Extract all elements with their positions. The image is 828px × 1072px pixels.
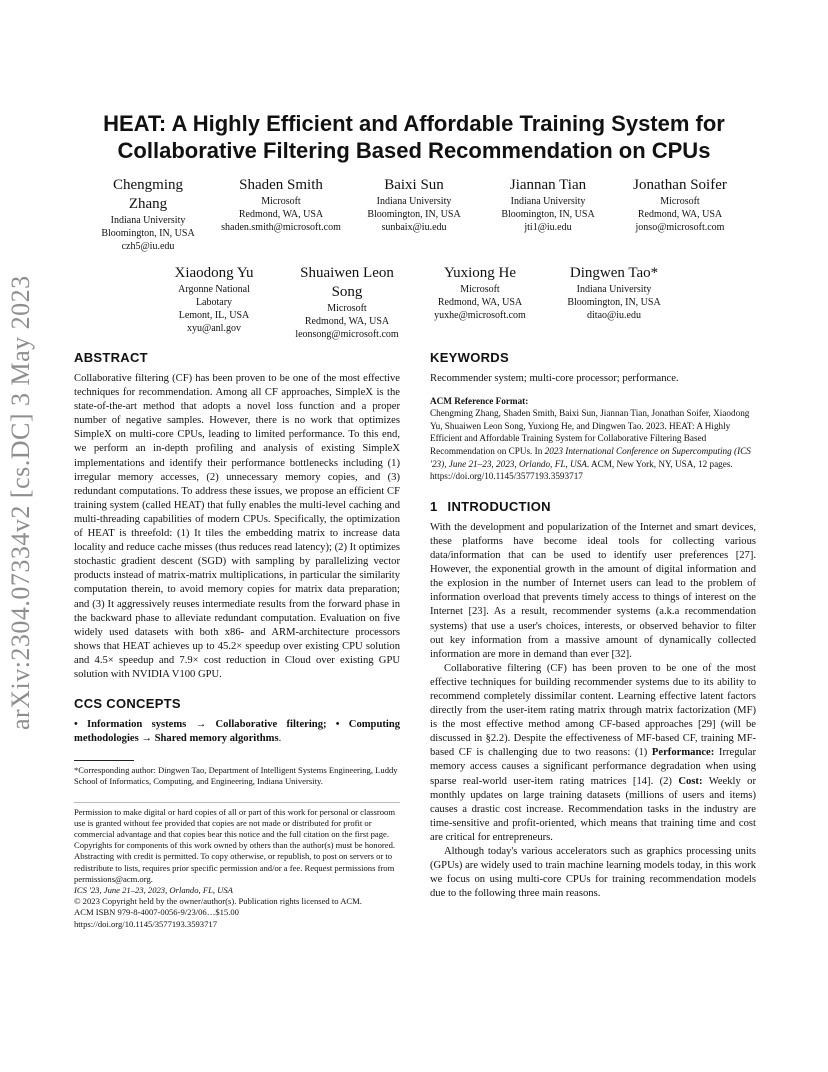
author-name: Shuaiwen Leon [300,265,394,281]
author-affiliation: Indiana University [576,284,652,295]
intro-p2-part-b: Irregular memory access causes a significant performance degradation when using sparse real-world user-item rating matrices [14]. (2) [430,747,756,787]
section-number: 1 [430,498,438,514]
ccs-end: . [278,733,282,745]
ccs-heading: CCS CONCEPTS [74,696,181,712]
author-block [154,264,274,335]
author-block [354,176,474,234]
author-email: xyu@anl.gov [187,323,241,334]
abstract-heading: ABSTRACT [74,350,148,365]
author-email: jonso@microsoft.com [635,222,725,233]
right-column [430,350,756,901]
ccs-text [74,718,400,746]
isbn-line: ACM ISBN 979-8-4007-0056-9/23/06…$15.00 [74,907,239,918]
title-line-2: Collaborative Filtering Based Recommendation on CPUs [117,138,711,163]
keywords-heading: KEYWORDS [430,350,509,365]
copyright-line: © 2023 Copyright held by the owner/author(s). Publication rights licensed to ACM. [74,896,362,907]
left-column [74,350,400,930]
author-name: Chengming [113,177,183,193]
author-affiliation: Microsoft [261,196,301,207]
title-line-1: HEAT: A Highly Efficient and Affordable Training System for [103,111,725,136]
performance-label: Performance: [651,747,715,759]
author-location: Bloomington, IN, USA [501,209,595,220]
author-location: Redmond, WA, USA [637,209,723,220]
ccs-term-1: • Information systems → Collaborative filtering [74,719,323,731]
author-name: Yuxiong He [443,265,517,281]
doi-line: https://doi.org/10.1145/3577193.3593717 [74,918,217,929]
author-affiliation: Microsoft [460,284,500,295]
author-affiliation-cont: Labotary [195,297,233,308]
intro-p2-part-a: Collaborative filtering (CF) has been proven to be one of the most effective techniques for building recommender systems due to its ability to recommend completely dissimilar content. Learning effective latent factors directly from the user-item rating matrix through matrix factorization (MF) is the most effective method among CF-based approaches [29] (will be discussed in §2.2). Despite the effectiveness of MF-based CF, training MF-based CF is challenging due to two reasons: (1) [430,662,756,759]
abstract-text: Collaborative filtering (CF) has been proven to be one of the most effective techniques for recommendation. Among all CF approaches, SimpleX is the state-of-the-art method that adopts a novel loss function and a proper number of negative samples. However, there is no work that optimizes SimpleX on multi-core CPUs, leading to limited performance. To this end, we perform an in-depth profiling and analysis of existing SimpleX implementations and identify their performance bottlenecks including (1) irregular memory accesses, (2) unnecessary memory copies, and (3) redundant computations. To address these issues, we propose an efficient CF training system (called HEAT) that fully enables the multi-level caching and multi-threading capabilities of modern CPUs. Specifically, the optimization of HEAT is threefold: (1) It tiles the embedding matrix to increase data locality and reduce cache misses (thus reduces read latency); (2) It optimizes stochastic gradient descent (SGD) with sampling by parallelizing vector products instead of matrix-matrix multiplications, in particular the similarity computation therein, to avoid memory copies for matrix data preparation; and (3) It aggressively reuses intermediate results from the forward phase in the backward phase to alleviate redundant computation. Evaluation on five widely used datasets with both x86- and ARM-architecture processors shows that HEAT achieves up to 45.2× speedup over existing CPU solution and 4.5× speedup and 7.9× cost reduction in Cloud over existing GPU solution with NVIDIA V100 GPU. [74,373,400,680]
author-location: Bloomington, IN, USA [101,228,195,239]
author-name: Dingwen Tao* [569,265,659,281]
author-email: jti1@iu.edu [524,222,572,233]
paper-title [60,110,768,164]
permission-notice: Permission to make digital or hard copies of all or part of this work for personal or classroom use is granted without fee provided that copies are not made or distributed for profit or commercial advantage and that copies bear this notice and the full citation on the first page. Copyrights for components of this work owned by others than the author(s) must be honored. Abstracting with credit is permitted. To copy otherwise, or republish, to post on servers or to redistribute to lists, requires prior specific permission and/or a fee. Request permissions from permissions@acm.org. [74,806,396,884]
keywords-text: Recommender system; multi-core processor; performance. [430,373,679,384]
intro-paragraph-1: With the development and popularization of the Internet and smart devices, these platforms have become ideal tools for collecting various data/information that can be used to identify user preferences [27]. However, the exponential growth in the amount of digital information and the explosion in the number of Internet users can lead to the problem of information overload that prevents timely access to things of interest on the Internet [23]. As a result, recommender systems (a.k.a recommendation systems) that use a user's choices, interests, or observed behavior to filter out key information from a massive amount of dynamically collected information are more in demand than ever [32]. [430,521,756,660]
acm-ref-heading: ACM Reference Format: [430,396,529,407]
author-email: czh5@iu.edu [121,241,175,252]
intro-heading [430,499,756,515]
author-affiliation: Indiana University [376,196,452,207]
author-name: Baixi Sun [384,177,444,193]
author-name: Jonathan Soifer [633,177,727,193]
intro-paragraph-3: Although today's various accelerators such as graphics processing units (GPUs) are widely used to train machine learning models today, in this work we focus on using multi-core CPUs for training recommendation models due to the following three main reasons. [430,846,756,900]
acm-ref-part-1: Chengming Zhang, Shaden Smith, Baixi Sun, Jiannan Tian, Jonathan Soifer, Xiaodong Yu, Shuaiwen Leon Song, Yuxiong He, and Dingwen Tao. 2023. HEAT: A Highly Efficient and Affordable Training System for Collaborative Filtering Based Recommendation on CPUs. In [430,408,750,457]
corresponding-footnote: *Corresponding author: Dingwen Tao, Department of Intelligent Systems Engineering, Luddy School of Informatics, Computing, and Engineering, Indiana University. [74,765,398,787]
author-block [284,264,410,341]
author-name: Xiaodong Yu [174,265,254,281]
author-name: Jiannan Tian [509,177,587,193]
author-block [212,176,350,234]
author-email: sunbaix@iu.edu [381,222,447,233]
author-email: ditao@iu.edu [587,310,641,321]
author-location: Redmond, WA, USA [304,316,390,327]
acm-ref-part-2: . ACM, New York, NY, USA, 12 pages. https://doi.org/10.1145/3577193.3593717 [430,458,733,482]
acm-ref-text [430,407,756,483]
author-block [620,176,740,234]
author-location: Bloomington, IN, USA [367,209,461,220]
intro-paragraph-2 [430,662,756,845]
author-affiliation: Indiana University [110,215,186,226]
author-block [420,264,540,322]
author-email: yuxhe@microsoft.com [434,310,526,321]
section-title: INTRODUCTION [447,498,551,514]
cost-label: Cost: [678,775,703,787]
author-name-cont: Zhang [128,196,168,212]
author-location: Lemont, IL, USA [178,310,250,321]
author-email: leonsong@microsoft.com [295,329,399,340]
author-block [488,176,608,234]
acm-ref-conference: 2023 International Conference on Supercomputing (ICS '23), June 21–23, 2023, Orlando, FL, USA [430,446,751,469]
author-location: Redmond, WA, USA [437,297,523,308]
author-block [554,264,674,322]
author-affiliation: Argonne National [178,284,250,295]
author-name-cont: Song [331,284,363,300]
intro-p2-part-c: Weekly or monthly updates on large training datasets (millions of users and items) causes a drastic cost increase. Recommendation tasks in the industry are time-sensitive and profit-oriented, which means that training time and cost are critical for entrepreneurs. [430,775,757,843]
ccs-term-2: ; • Computing methodologies → Shared memory algorithms [74,719,401,745]
author-affiliation: Microsoft [660,196,700,207]
author-block [88,176,208,253]
author-name: Shaden Smith [239,177,323,193]
permission-rule [74,802,400,803]
arxiv-identifier: arXiv:2304.07334v2 [cs.DC] 3 May 2023 [6,275,35,730]
author-location: Bloomington, IN, USA [567,297,661,308]
conference-info: ICS '23, June 21–23, 2023, Orlando, FL, USA [74,885,233,896]
author-affiliation: Microsoft [327,303,367,314]
author-affiliation: Indiana University [510,196,586,207]
author-email: shaden.smith@microsoft.com [221,222,341,233]
author-location: Redmond, WA, USA [238,209,324,220]
footnote-rule [74,760,134,761]
